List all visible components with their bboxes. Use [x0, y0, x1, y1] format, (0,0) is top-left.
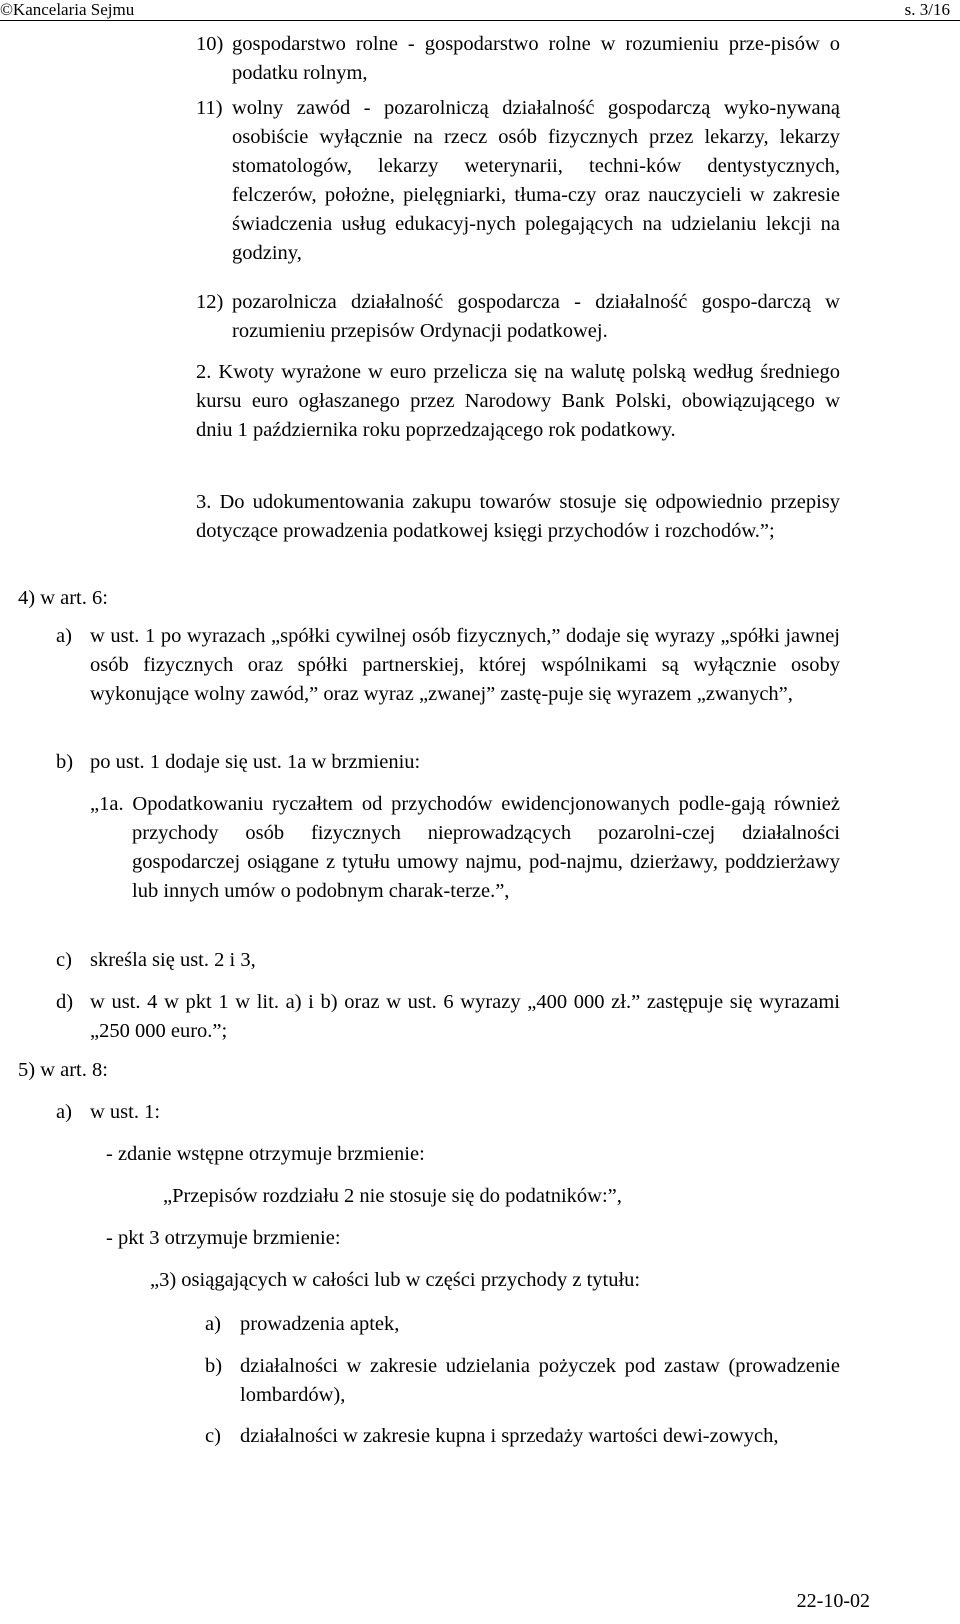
source-label: ©Kancelaria Sejmu — [0, 0, 135, 19]
ust-1a-text: „1a. Opodatkowaniu ryczałtem od przychodów ewidencjonowanych podle-gają również przychody osób fizycznych nieprowadzących pozarolni-czej działalności gospodarczej osiągane z tytułu umowy najmu, pod-najmu, dzierżawy, poddzierżawy lub innych umów o podobnym charak-terze.”, — [90, 793, 840, 902]
pkt3-item-b-mark: b) — [205, 1355, 223, 1377]
art6-a-mark: a) — [56, 625, 72, 647]
intro-quote: „Przepisów rozdziału 2 nie stosuje się do podatników:”, — [163, 1185, 622, 1207]
definition-11-number: 11) — [196, 97, 223, 119]
pkt3-item-c-text: działalności w zakresie kupna i sprzedaży wartości dewi-zowych, — [240, 1425, 779, 1447]
intro-change-instruction: - zdanie wstępne otrzymuje brzmienie: — [106, 1143, 425, 1165]
pkt3-item-a-mark: a) — [205, 1313, 221, 1335]
art6-a-text: w ust. 1 po wyrazach „spółki cywilnej osób fizycznych,” dodaje się wyrazy „spółki jawnej osób fizycznych oraz spółki partnerskiej, której wspólnikami są wyłącznie osoby wykonujące wolny zawód,” oraz wyraz „zwanej” zastę-puje się wyrazem „zwanych”, — [90, 625, 840, 705]
pkt3-change-instruction: - pkt 3 otrzymuje brzmienie: — [106, 1227, 341, 1249]
ust-1a-quote — [90, 790, 840, 906]
art6-label: 4) w art. 6: — [18, 587, 108, 609]
definition-10-number: 10) — [196, 33, 224, 55]
definition-12-text: pozarolnicza działalność gospodarcza - działalność gospo-darczą w rozumieniu przepisów Ordynacji podatkowej. — [232, 291, 840, 342]
art8-label: 5) w art. 8: — [18, 1059, 108, 1081]
pkt3-item-a-text: prowadzenia aptek, — [240, 1313, 400, 1335]
definition-10-text: gospodarstwo rolne - gospodarstwo rolne w rozumieniu prze-pisów o podatku rolnym, — [232, 33, 840, 84]
definition-11-text: wolny zawód - pozarolniczą działalność gospodarczą wyko-nywaną osobiście wyłącznie na rzecz osób fizycznych przez lekarzy, lekarzy stomatologów, lekarzy weterynarii, techni-ków dentystycznych, felczerów, położne, pielęgniarki, tłuma-czy oraz nauczycieli w zakresie świadczenia usług edukacyj-nych polegających na udzielaniu lekcji na godziny, — [232, 97, 840, 264]
art6-c-text: skreśla się ust. 2 i 3, — [90, 949, 256, 971]
art8-a-text: w ust. 1: — [90, 1101, 161, 1123]
footer-date: 22-10-02 — [796, 1590, 870, 1612]
definition-12-number: 12) — [196, 291, 224, 313]
pkt3-item-b-text: działalności w zakresie udzielania pożyczek pod zastaw (prowadzenie lombardów), — [240, 1355, 840, 1406]
paragraph-ust-2: 2. Kwoty wyrażone w euro przelicza się na walutę polską według średniego kursu euro ogłaszanego przez Narodowy Bank Polski, obowiązującego w dniu 1 października roku poprzedzającego rok podatkowy. — [196, 361, 840, 441]
paragraph-ust-3: 3. Do udokumentowania zakupu towarów stosuje się odpowiednio przepisy dotyczące prowadzenia podatkowej księgi przychodów i rozchodów.”; — [196, 491, 840, 542]
art6-c-mark: c) — [56, 949, 72, 971]
header-divider — [0, 20, 960, 21]
pkt3-item-c-mark: c) — [205, 1425, 221, 1447]
page-number: s. 3/16 — [904, 0, 950, 19]
art6-b-text: po ust. 1 dodaje się ust. 1a w brzmieniu: — [90, 751, 421, 773]
art6-d-text: w ust. 4 w pkt 1 w lit. a) i b) oraz w ust. 6 wyrazy „400 000 zł.” zastępuje się wyrazami „250 000 euro.”; — [90, 991, 840, 1042]
art8-a-mark: a) — [56, 1101, 72, 1123]
art6-d-mark: d) — [56, 991, 74, 1013]
pkt3-quote: „3) osiągających w całości lub w części przychody z tytułu: — [150, 1269, 641, 1291]
art6-b-mark: b) — [56, 751, 74, 773]
